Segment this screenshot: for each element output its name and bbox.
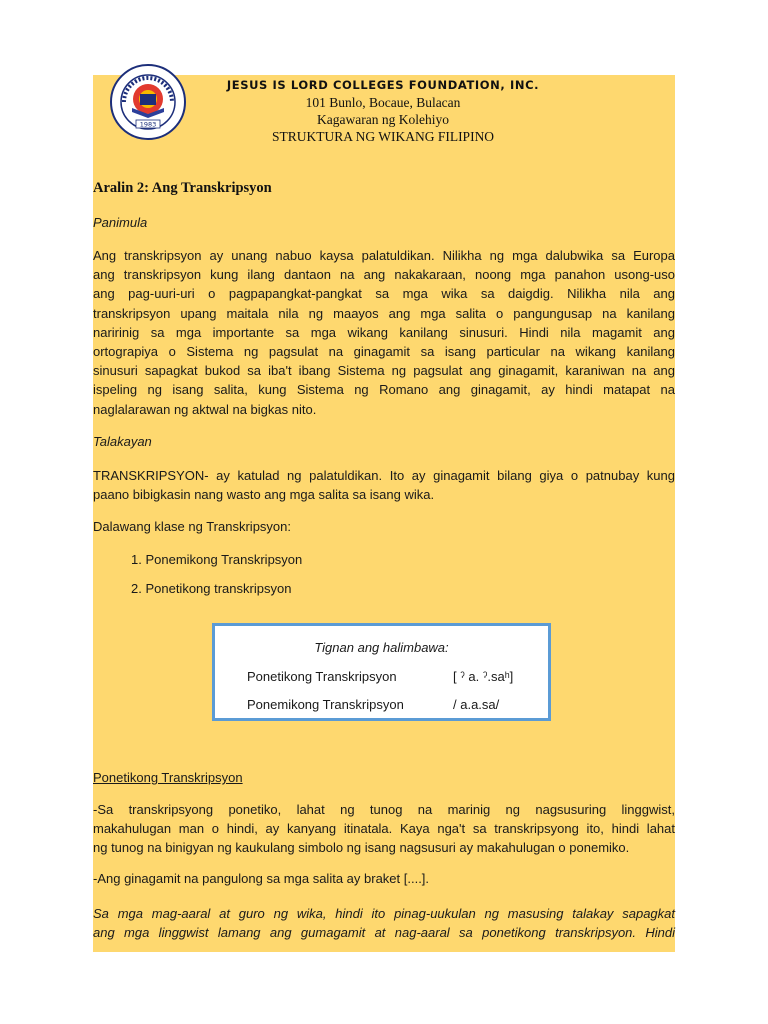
intro-line: ang transkripsyon kung ilang dantaon na ang nakakaraan, noong mga panahon usong-uso: [93, 267, 675, 283]
example-label: Ponemikong Transkripsyon: [247, 697, 404, 712]
example-label: Ponetikong Transkripsyon: [247, 669, 397, 684]
discussion-heading: Talakayan: [93, 434, 152, 449]
lesson-title: Aralin 2: Ang Transkripsyon: [93, 180, 272, 196]
intro-line: transkripsyon upang maitala nila ng maayos ang mga salita o pangungusap na kanilang: [93, 305, 675, 321]
phonetic-line: -Sa transkripsyong ponetiko, lahat ng tunog na marinig ng nagsusuring linggwist,: [93, 802, 675, 817]
closing-paragraph: [93, 904, 675, 942]
intro-line: ortograpiya o Sistema ng pagsulat na ginagamit sa isang particular na wikang kanilang: [93, 344, 675, 360]
definition-paragraph: [93, 466, 675, 504]
intro-line: Ang transkripsyon ay unang nabuo kaysa palatuldikan. Nilikha ng mga dalubwika sa Europa: [93, 248, 675, 263]
example-title: Tignan ang halimbawa:: [314, 640, 449, 655]
intro-line: naririnig sa mga importante sa mga wikang kanilang sinusuri. Hindi nila magamit ang: [93, 324, 675, 340]
type-item: 2. Ponetikong transkripsyon: [131, 581, 292, 596]
example-value: / a.a.sa/: [453, 697, 500, 712]
logo-year: 1983: [139, 120, 157, 129]
phonetic-line: makahulugan man o hindi, ay kanyang itinatala. Kaya nga't sa transkripsyong ito, hindi lahat: [93, 821, 675, 837]
intro-paragraph: [93, 246, 675, 419]
phonetic-line: ng tunog na binigyan ng kaukulang simbolo ng isang nagsusuri ay makahulugan o ponemiko.: [93, 840, 630, 856]
intro-heading: Panimula: [93, 215, 148, 230]
closing-line: ang mga linggwist lamang ang gumagamit at nag-aaral sa ponetikong transkripsyon. Hindi: [93, 925, 675, 941]
phonetic-paragraph: [93, 800, 675, 858]
phonetic-heading: Ponetikong Transkripsyon: [93, 770, 243, 785]
types-intro: Dalawang klase ng Transkripsyon:: [93, 519, 291, 534]
intro-line: ispeling ng isang salita, kung Sistema ng Romano ang ginagamit, ay hindi matapat na: [93, 382, 675, 398]
example-value: [ ˀ a. ˀ.saʰ]: [453, 669, 514, 684]
college-seal-logo: [110, 64, 186, 140]
definition-line: paano bibigkasin nang wasto ang mga salita sa isang wika.: [93, 487, 435, 503]
type-item: 1. Ponemikong Transkripsyon: [131, 552, 303, 567]
intro-line: naglalarawan ng aktwal na bigkas nito.: [93, 401, 317, 417]
department-name: Kagawaran ng Kolehiyo: [317, 112, 449, 127]
intro-line: ang pag-uuri-uri o pagpapangkat-pangkat sa mga wika sa daigdig. Nilikha nila ang: [93, 286, 675, 302]
definition-line: TRANSKRIPSYON- ay katulad ng palatuldikan. Ito ay ginagamit bilang giya o patnubay kung: [93, 468, 675, 483]
closing-line: Sa mga mag-aaral at guro ng wika, hindi ito pinag-uukulan ng masusing talakay sapagkat: [93, 906, 675, 921]
institution-name: JESUS IS LORD COLLEGES FOUNDATION, INC.: [226, 78, 540, 92]
college-address: 101 Bunlo, Bocaue, Bulacan: [305, 95, 461, 110]
course-title: STRUKTURA NG WIKANG FILIPINO: [271, 129, 495, 144]
example-box: [212, 623, 551, 721]
bracket-note: -Ang ginagamit na pangulong sa mga salita ay braket [....].: [93, 871, 430, 886]
intro-line: sinusuri sapagkat bukod sa iba't ibang Sistema ng pagsulat ang ginagamit, karaniwan na ang: [93, 363, 675, 379]
